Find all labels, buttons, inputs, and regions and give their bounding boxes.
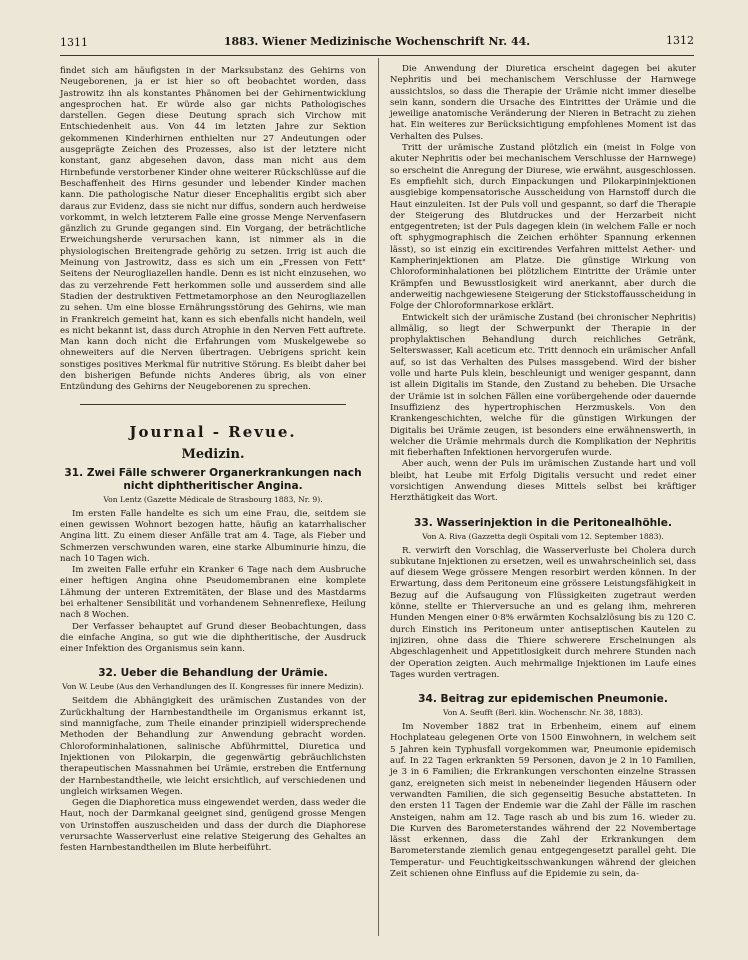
article-32-paragraph: Die Anwendung der Diuretica erscheint dagegen bei akuter Nephritis und bei mechanischem Verschlusse der Harnwege aussichtslos, so dass die Therapie der Urämie nicht immer dieselbe sein kann, sondern die Ursache des Eintrittes der Urämie und die jeweilige anatomische Veränderung der Nieren in Betracht zu ziehen hat. Ein weiteres zur Berücksichtigung empfohlenes Moment ist das Verhalten des Pulses. — [390, 64, 696, 142]
article-32-paragraph: Gegen die Diaphoretica muss eingewendet werden, dass weder die Haut, noch der Darmkanal geeignet sind, genügend grosse Mengen von Urinstoffen auszuscheiden und dass der durch die Diaphorese verursachte Wasserverlust eine relative Steigerung des Gehaltes an festen Harnbestandtheilen im Blute herbeiführt. — [60, 798, 366, 854]
article-32-paragraph: Seitdem die Abhängigkeit des urämischen Zustandes von der Zurückhaltung der Harnbestandtheile im Organismus erkannt ist, sind mannigfache, zum Theile einander prinzipiell widersprechende Methoden der Behandlung zur Anwendung gebracht worden. Chloroforminhalationen, salinische Abführmittel, Diuretica und Injektionen von Pilokarpin, die gegenwärtig gebräuchlichsten therapeutischen Massnahmen bei Urämie, erstreben die Entfernung der Harnbestandtheile, wie leicht ersichtlich, auf verschiedenen und ungleich wirksamen Wegen. — [60, 696, 366, 797]
article-32-title: 32. Ueber die Behandlung der Urämie. — [98, 667, 328, 680]
article-34-paragraph: Im November 1882 trat in Erbenheim, einem auf einem Hochplateau gelegenen Orte von 1500 Einwohnern, in welchem seit 5 Jahren kein Typhusfall vorgekommen war, Pneumonie epidemisch auf. In 22 Tagen erkrankten 59 Personen, davon je 2 in 10 Familien, je 3 in 6 Familien; die Erkrankungen verschonten einzelne Strassen ganz, ereigneten sich meist in nebeneinder liegenden Häusern oder verwandten Familien, die sich gegenseitig Besuche abstatteten. In den ersten 11 Tagen der Endemie war die Zahl der Fälle im raschen Ansteigen, nahm am 12. Tage rasch ab und bis zum 16. wieder zu. Die Kurven des Barometerstandes während der 22 Novembertage lässt erkennen, dass die Zahl der Erkrankungen dem Barometerstande ziemlich genau entgegengesetzt parallel geht. Die Temperatur- und Feuchtigkeitsschwankungen während der gleichen Zeit schienen ohne Einfluss auf die Epidemie zu sein, da- — [390, 722, 696, 879]
article-33-title: 33. Wasserinjektion in die Peritonealhöhle. — [414, 516, 672, 529]
article-32-paragraph: Entwickelt sich der urämische Zustand (bei chronischer Nephritis) allmälig, so liegt der Schwerpunkt der Therapie in der prophylaktischen Behandlung durch reichliches Getränk, Selterswasser, Kali aceticum etc. Tritt dennoch ein urämischer Anfall auf, so ist das Verhalten des Pulses massgebend. Wird der bisher volle und harte Puls klein, beschleunigt und weniger gespannt, dann ist allein Digitalis im Stande, den Zustand zu beheben. Die Ursache der Urämie ist in solchen Fällen eine vorübergehende oder dauernde Insuffizienz des hypertrophischen Herzmuskels. Von den Krankengeschichten, welche für die günstigen Wirkungen der Digitalis bei Urämie zeugen, ist besonders eine erwähnenswerth, in welcher die Urämie mehrmals durch die Komplikation der Nephritis mit fieberhaften Infektionen hervorgerufen wurde. — [390, 312, 696, 459]
article-34-source: Von A. Seufft (Berl. klin. Wochenschr. Nr. 38, 1883). — [442, 708, 644, 718]
page-number-left: 1311 — [60, 36, 88, 49]
article-31-source: Von Lentz (Gazette Médicale de Strasbourg 1883, Nr. 9). — [103, 494, 323, 504]
left-column — [60, 66, 366, 855]
article-32-paragraph: Aber auch, wenn der Puls im urämischen Zustande hart und voll bleibt, hat Leube mit Erfolg Digitalis versucht und redet einer vorsichtigen Anwendung dieses Mittels selbst bei kräftiger Herzthätigkeit das Wort. — [390, 459, 696, 504]
section-heading-medizin: Medizin. — [181, 446, 245, 462]
article-33-source: Von A. Riva (Gazzetta degli Ospitali vom 12. September 1883). — [422, 531, 664, 541]
running-title: 1883. Wiener Medizinische Wochenschrift Nr. 44. — [223, 35, 531, 48]
running-head — [60, 34, 694, 52]
section-rule — [80, 404, 346, 405]
article-34-title: 34. Beitrag zur epidemischen Pneumonie. — [418, 693, 668, 706]
article-32-paragraph: Tritt der urämische Zustand plötzlich ein (meist in Folge von akuter Nephritis oder bei mechanischem Verschlusse der Harnwege) so erscheint die Anregung der Diurese, wie erwähnt, ausgeschlossen. Es empfiehlt sich, durch Einpackungen und Pilokarpininjektionen ausgiebige kompensatorische Ausscheidung von Harnstoff durch die Haut einzuleiten. Ist der Puls voll und gespannt, so darf die Therapie der Steigerung des Blutdruckes und der Herzarbeit nicht entgegentreten; ist der Puls dagegen klein (in welchem Falle er noch oft sphygmographisch die Zeichen erhöhter Spannung erkennen lässt), so ist einzig ein excitirendes Verfahren mittelst Aether- und Kampherinjektionen am Platze. Die günstige Wirkung von Chloroforminhalationen bei plötzlichem Eintritte der Urämie unter Krämpfen und Bewusstlosigkeit wird anerkannt, aber durch die anderweitig nachgewiesene Steigerung der Stickstoffausscheidung in Folge der Chloroformnarkose erklärt. — [390, 143, 696, 312]
journal-revue-heading: Journal - Revue. — [129, 422, 297, 441]
header-rule — [60, 55, 694, 56]
article-31-paragraph: Im zweiten Falle erfuhr ein Kranker 6 Tage nach dem Ausbruche einer heftigen Angina ohne Pseudomembranen eine komplete Lähmung der unteren Extremitäten, der Blase und des Mastdarms bei erhaltener Sensibilität und vorhandenem Sehnenreflexe, Heilung nach 8 Wochen. — [60, 565, 366, 621]
article-31-title: 31. Zwei Fälle schwerer Organerkrankungen nach nicht diphtheritischer Angina. — [64, 466, 362, 492]
page-number-right: 1312 — [666, 34, 694, 47]
continued-paragraph: findet sich am häufigsten in der Marksubstanz des Gehirns von Neugeborenen, ja er ist hier so oft beobachtet worden, dass Jastrowitz ihn als konstantes Phänomen bei der Gehirnentwicklung angesprochen hat. Er würde also gar nichts Pathologisches darstellen. Gegen diese Deutung sprach sich Virchow mit Entschiedenheit aus. Von 44 im letzten Jahre zur Sektion gekommenen Kinderhirnen enthielten nur 27 Andeutungen oder ausgeprägte Zeichen des Prozesses, also ist der letztere nicht konstant, ganz abgesehen davon, dass man nicht aus dem Hirnbefunde verstorbener Kinder ohne weiterer Rückschlüsse auf die Beschaffenheit des Hirns gesunder und lebender Kinder machen kann. Die pathologische Natur dieser Encephalitis ergibt sich aber daraus zur Evidenz, dass sie nicht nur diffus, sondern auch herdweise vorkommt, in welch letzterem Falle eine grosse Menge Nervenfasern gänzlich zu Grunde gegangen sind. Ein Vorgang, der beträchtliche Erweichungsherde verursachen kann, ist nimmer als in die physiologischen Breitengrade gehörig zu setzen. Irrig ist auch die Meinung von Jastrowitz, dass es sich um ein „Fressen von Fett" Seitens der Neurogliazellen handle. Denn es ist nicht einzusehen, wo das zu verzehrende Fett herkommen solle und ausserdem sind alle Stadien der destruktiven Fettmetamorphose an den Neurogliazellen zu sehen. Um eine blosse Ernährungsstörung des Gehirns, wie man in Frankreich gemeint hat, kann es sich ebenfalls nicht handeln, weil es nicht bekannt ist, dass durch Atrophie in den Nerven Fett auftrete. Man kann doch nicht die Erfahrungen vom Muskelgewebe so ohneweiters auf die Nerven übertragen. Uebrigens spricht kein sonstiges positives Merkmal für nutritive Störung. Es bleibt daher bei den bisherigen Befunde nichts Anderes übrig, als von einer Entzündung des Gehirns der Neugeborenen zu sprechen. — [60, 66, 366, 393]
right-column — [390, 64, 696, 880]
article-31-paragraph: Der Verfasser behauptet auf Grund dieser Beobachtungen, dass die einfache Angina, so gut wie die diphtheritische, der Ausdruck einer Infektion des Organismus sein kann. — [60, 621, 366, 655]
column-divider — [378, 58, 379, 936]
article-33-paragraph: R. verwirft den Vorschlag, die Wasserverluste bei Cholera durch subkutane Injektionen zu ersetzen, weil es unwahrscheinlich sei, dass auf diesem Wege grössere Mengen resorbirt werden können. In der Erwartung, dass dem Peritoneum eine grössere Leistungsfähigkeit in Bezug auf die Aufsaugung von Flüssigkeiten zugetraut werden könne, stellte er Thierversuche an und es gelang ihm, mehreren Hunden Mengen einer 0·8% erwärmten Kochsalzlösung bis zu 120 C. durch Einstich ins Peritoneum unter antiseptischen Kautelen zu injiziren, ohne dass die Thiere schwerere Erscheinungen als Abgeschlagenheit und Appetitlosigkeit durch mehrere Stunden nach der Operation zeigten. Auch mehrmalige Injektionen im Laufe eines Tages wurden vertragen. — [390, 545, 696, 680]
article-32-source: Von W. Leube (Aus den Verhandlungen des II. Kongresses für innere Medizin). — [62, 682, 364, 692]
article-31-paragraph: Im ersten Falle handelte es sich um eine Frau, die, seitdem sie einen gewissen Wohnort bezogen hatte, häufig an katarrhalischer Angina litt. Zu einem dieser Anfälle trat am 4. Tage, als Fieber und Schmerzen verschwunden waren, eine starke Albuminurie hinzu, die nach 10 Tagen wich. — [60, 508, 366, 564]
